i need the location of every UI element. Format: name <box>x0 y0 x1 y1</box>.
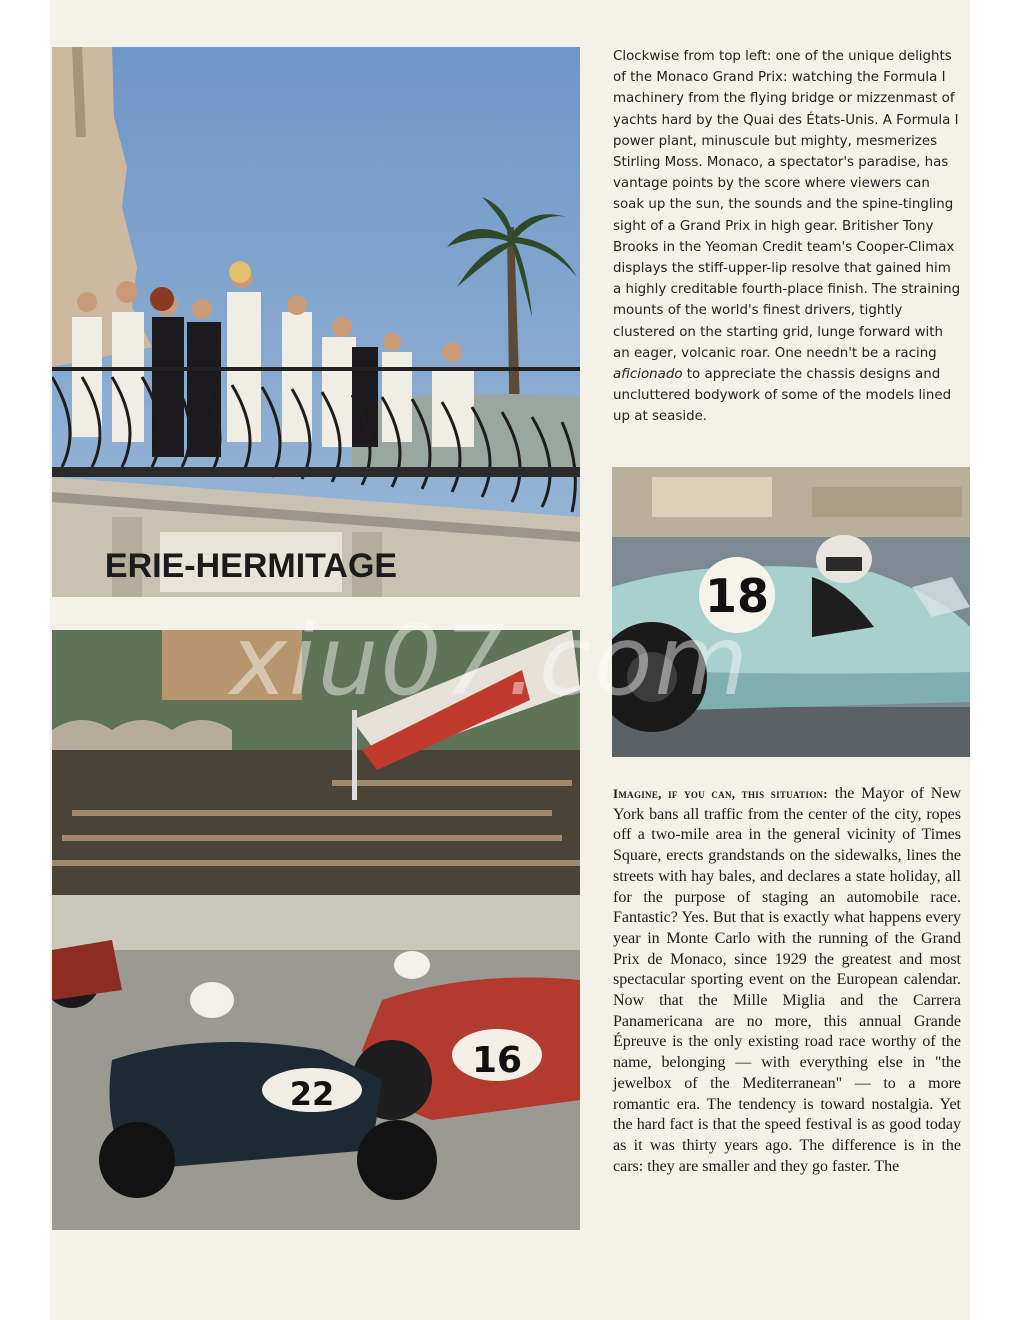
watermark-text: xiu07.com <box>230 605 751 717</box>
caption-text-part2: to appreciate the chassis designs and uncluttered bodywork of some of the models lined up at seaside. <box>613 367 952 425</box>
hotel-sign-text: ERIE-HERMITAGE <box>104 547 398 585</box>
caption-emphasis: aficionado <box>613 367 683 383</box>
car-number-18: 18 <box>704 569 770 623</box>
article-body <box>613 784 961 1177</box>
article-lead-in: Imagine, if you can, this situation: <box>613 786 828 801</box>
photo-caption <box>613 46 963 428</box>
caption-text-part1: Clockwise from top left: one of the unique delights of the Monaco Grand Prix: watching the Formula I machinery from the flying bridge or mizzenmast of yachts hard by the Quai des États-Unis. A Formula I power plant, minuscule but mighty, mesmerizes Stirling Moss. Monaco, a spectator's paradise, has vantage points by the score where viewers can soak up the sun, the sounds and the spine-tingling sight of a Grand Prix in high gear. Britisher Tony Brooks in the Yeoman Credit team's Cooper-Climax displays the stiff-upper-lip resolve that gained him a highly creditable fourth-place finish. The straining mounts of the world's finest drivers, tightly clustered on the starting grid, lunge forward with an eager, volcanic roar. One needn't be a racing <box>613 49 961 361</box>
article-paragraph: the Mayor of New York bans all traffic from the center of the city, ropes off a two-mile area in the general vicinity of Times Square, erects grandstands on the sidewalks, lines the streets with hay bales, and declares a state holiday, all for the purpose of staging an automobile race. Fantastic? Yes. But that is exactly what happens every year in Monte Carlo with the running of the Grand Prix de Monaco, since 1929 the greatest and most spectacular sporting event on the European calendar. Now that the Mille Miglia and the Carrera Panamericana are no more, this annual Grande Épreuve is the only existing road race worthy of the name, belonging — with everything else in "the jewelbox of the Mediterranean" — to a more romantic era. The tendency is toward nostalgia. Yet the hard fact is that the speed festival is as good today as it was thirty years ago. The difference is in the cars: they are smaller and they go faster. The <box>613 785 961 1175</box>
photo-starting-grid <box>52 630 580 1230</box>
car-number-22: 22 <box>289 1075 335 1113</box>
photo-balcony-spectators <box>52 47 580 597</box>
car-number-16: 16 <box>471 1040 523 1081</box>
photo-cooper-climax <box>612 467 970 757</box>
